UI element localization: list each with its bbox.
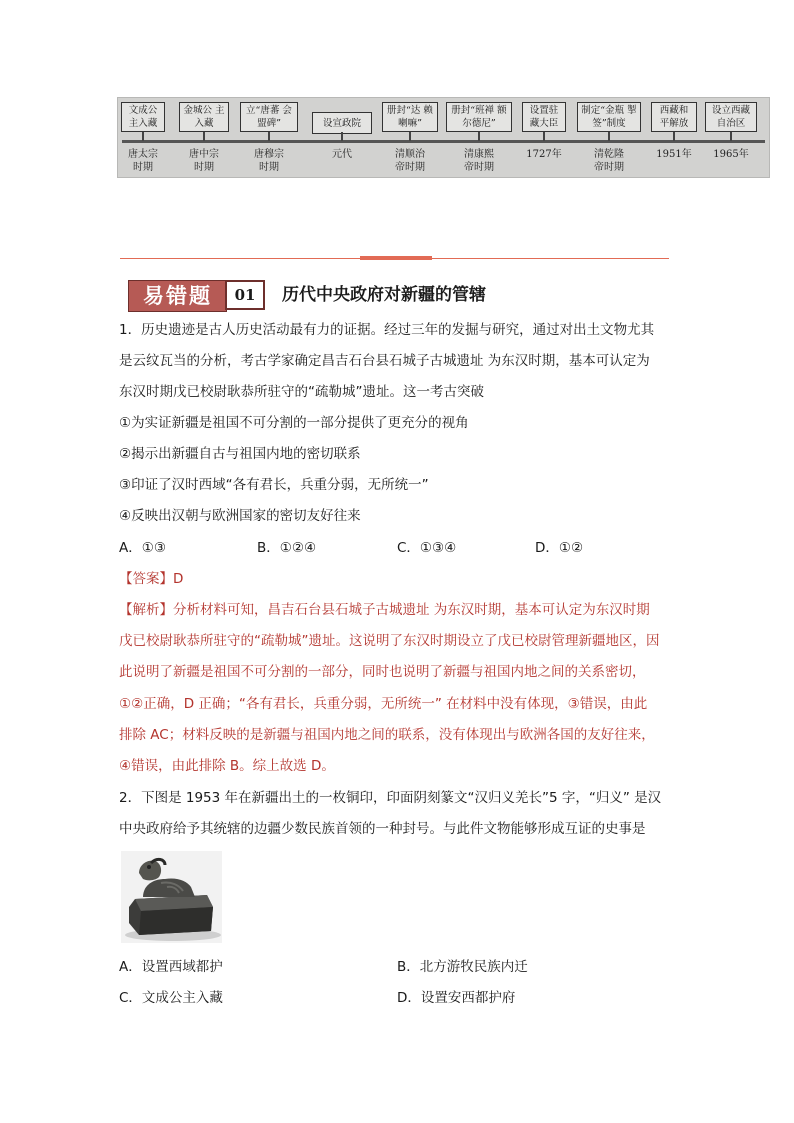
- timeline-event: 册封“达 赖喇嘛”: [382, 102, 438, 132]
- timeline-event: 册封“班禅 额尔德尼”: [446, 102, 512, 132]
- answer-value: D: [173, 571, 184, 587]
- timeline-event: 制定“金瓶 掣签”制度: [577, 102, 641, 132]
- question-1-option-b[interactable]: B．①②④: [257, 540, 317, 556]
- question-1-statement: ②揭示出新疆自古与祖国内地的密切联系: [119, 446, 361, 462]
- timeline-event: 设立西藏 自治区: [705, 102, 757, 132]
- timeline-period: 清顺治 帝时期: [395, 149, 425, 173]
- question-1-option-d[interactable]: D．①②: [535, 540, 584, 556]
- timeline-event: 设宣政院: [312, 112, 372, 134]
- question-1-statement: ①为实证新疆是祖国不可分割的一部分提供了更充分的视角: [119, 415, 469, 431]
- timeline-event: 设置驻 藏大臣: [522, 102, 566, 132]
- question-2-option-d[interactable]: D．设置安西都护府: [397, 990, 516, 1006]
- timeline-period: 清康熙 帝时期: [464, 149, 494, 173]
- analysis-label: 【解析】: [119, 602, 173, 618]
- timeline-period: 唐太宗 时期: [128, 149, 158, 173]
- question-2-option-b[interactable]: B．北方游牧民族内迁: [397, 959, 528, 975]
- section-badge: 易错题: [128, 280, 227, 312]
- analysis-line: ①②正确，D 正确；“各有君长，兵重分弱，无所统一” 在材料中没有体现，③错误，由此: [119, 696, 648, 712]
- analysis-line: 戊已校尉耿恭所驻守的“疏勒城”遗址。这说明了东汉时期设立了戊已校尉管理新疆地区，因: [119, 633, 660, 649]
- section-number: 01: [225, 280, 265, 310]
- timeline-axis: [122, 140, 765, 143]
- question-1-text: 是云纹瓦当的分析，考古学家确定昌吉石台县石城子古城遗址 为东汉时期，基本可认定为: [119, 353, 650, 369]
- timeline-event: 立“唐蕃 会盟碑”: [240, 102, 298, 132]
- analysis-line: 此说明了新疆是祖国不可分割的一部分，同时也说明了新疆与祖国内地之间的关系密切，: [119, 664, 646, 680]
- analysis-line: ④错误，由此排除 B。综上故选 D。: [119, 758, 335, 774]
- answer-row: [119, 569, 183, 589]
- question-2-text: 2．下图是 1953 年在新疆出土的一枚铜印，印面阴刻篆文“汉归义羌长”5 字，“归义” 是汉: [119, 790, 662, 806]
- question-1-statement: ③印证了汉时西域“各有君长，兵重分弱，无所统一”: [119, 477, 429, 493]
- timeline-event: 金城公 主入藏: [179, 102, 229, 132]
- timeline-event: 文成公 主入藏: [121, 102, 165, 132]
- section-title: 历代中央政府对新疆的管辖: [282, 285, 486, 305]
- tibet-timeline-image: [117, 97, 770, 178]
- answer-label: 【答案】: [119, 571, 173, 587]
- timeline-period: 唐中宗 时期: [189, 149, 219, 173]
- analysis-text: 分析材料可知，昌吉石台县石城子古城遗址 为东汉时期，基本可认定为东汉时期: [173, 602, 650, 618]
- bronze-seal-image: [121, 851, 222, 943]
- timeline-period: 1951年: [656, 149, 692, 160]
- analysis-line: 排除 AC；材料反映的是新疆与祖国内地之间的联系，没有体现出与欧洲各国的友好往来，: [119, 727, 655, 743]
- timeline-period: 1727年: [526, 149, 562, 160]
- question-2-text: 中央政府给予其统辖的边疆少数民族首领的一种封号。与此件文物能够形成互证的史事是: [119, 821, 646, 837]
- question-1-option-a[interactable]: A．①③: [119, 540, 166, 556]
- timeline-period: 唐穆宗 时期: [254, 149, 284, 173]
- analysis-line: [119, 600, 650, 620]
- timeline-period: 清乾隆 帝时期: [594, 149, 624, 173]
- question-2-option-a[interactable]: A．设置西域都护: [119, 959, 223, 975]
- section-divider-accent: [360, 256, 432, 260]
- question-2-option-c[interactable]: C．文成公主入藏: [119, 990, 223, 1006]
- question-1-text: 1．历史遗迹是古人历史活动最有力的证据。经过三年的发掘与研究，通过对出土文物尤其: [119, 322, 655, 338]
- question-1-option-c[interactable]: C．①③④: [397, 540, 457, 556]
- timeline-period: 元代: [332, 149, 352, 160]
- timeline-period: 1965年: [713, 149, 749, 160]
- question-1-statement: ④反映出汉朝与欧洲国家的密切友好往来: [119, 508, 361, 524]
- question-1-text: 东汉时期戊已校尉耿恭所驻守的“疏勒城”遗址。这一考古突破: [119, 384, 484, 400]
- timeline-event: 西藏和 平解放: [651, 102, 697, 132]
